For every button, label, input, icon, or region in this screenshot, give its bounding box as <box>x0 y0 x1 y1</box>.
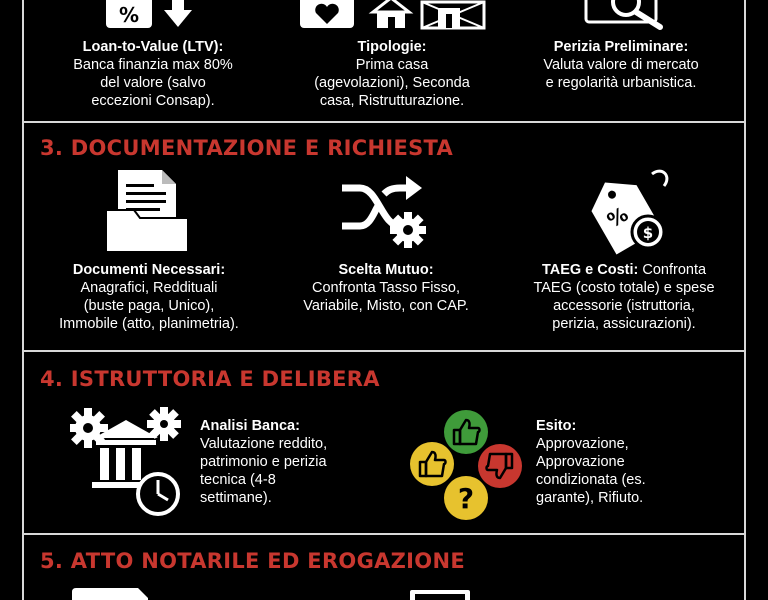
svg-text:?: ? <box>457 482 475 515</box>
documenti-title: Documenti Necessari: <box>72 262 226 278</box>
taeg-title-rest: Confronta <box>638 262 707 278</box>
svg-text:$: $ <box>642 224 654 242</box>
svg-text:%: % <box>118 3 140 27</box>
tipologie-block <box>274 38 510 110</box>
documenti-line-2: (buste paga, Unico), <box>83 298 215 314</box>
taeg-block <box>506 261 742 333</box>
taeg-line-1: TAEG (costo totale) e spese <box>533 280 715 296</box>
perizia-line-1: Valuta valore di mercato <box>543 57 699 73</box>
analisi-banca-line-1: Valutazione reddito, <box>200 436 328 452</box>
tipologie-title: Tipologie: <box>357 39 427 55</box>
perizia-block <box>510 38 732 92</box>
house-types-icon <box>298 0 488 30</box>
esito-line-2: Approvazione <box>536 454 625 470</box>
esito-title: Esito: <box>536 418 577 434</box>
section-5-title: 5. ATTO NOTARILE ED EROGAZIONE <box>40 549 465 573</box>
section-divider <box>22 121 746 123</box>
documenti-line-1: Anagrafici, Reddituali <box>80 280 218 296</box>
taeg-line-3: perizia, assicurazioni). <box>552 316 696 332</box>
magnifier-map-icon <box>584 0 674 30</box>
scelta-mutuo-title: Scelta Mutuo: <box>338 262 434 278</box>
analisi-banca-block <box>200 417 390 507</box>
folder-documents-icon <box>104 166 190 256</box>
tipologie-line-1: Prima casa <box>355 57 429 73</box>
ltv-line-1: Banca finanzia max 80% <box>73 57 233 73</box>
scelta-mutuo-block <box>272 261 500 315</box>
esito-line-3: condizionata (es. <box>536 472 646 488</box>
ltv-block <box>40 38 266 110</box>
svg-text:%: % <box>602 201 633 233</box>
documenti-line-3: Immobile (atto, planimetria). <box>59 316 239 332</box>
esito-block <box>536 417 732 507</box>
ltv-line-2: del valore (salvo <box>100 75 206 91</box>
taeg-line-2: accessorie (istruttoria, <box>553 298 695 314</box>
bank-gears-clock-icon <box>70 406 182 518</box>
scelta-mutuo-line-2: Variabile, Misto, con CAP. <box>303 298 469 314</box>
analisi-banca-line-2: patrimonio e perizia <box>200 454 327 470</box>
tipologie-line-3: casa, Ristrutturazione. <box>319 93 465 109</box>
analisi-banca-line-4: settimane). <box>200 490 272 506</box>
documenti-block <box>26 261 272 333</box>
taeg-title: TAEG e Costi: <box>541 262 639 278</box>
thumbs-outcome-icon <box>408 408 524 522</box>
ltv-line-3: eccezioni Consap). <box>91 93 215 109</box>
price-tag-percent-icon <box>582 166 674 256</box>
percent-down-arrow-icon <box>104 0 200 30</box>
section-divider <box>22 350 746 352</box>
analisi-banca-title: Analisi Banca: <box>200 418 300 434</box>
perizia-title: Perizia Preliminare: <box>553 39 689 55</box>
esito-line-1: Approvazione, <box>536 436 629 452</box>
scelta-mutuo-line-1: Confronta Tasso Fisso, <box>311 280 461 296</box>
section-4-title: 4. ISTRUTTORIA E DELIBERA <box>40 367 380 391</box>
shuffle-gear-icon <box>338 172 434 256</box>
section-3-title: 3. DOCUMENTAZIONE E RICHIESTA <box>40 136 454 160</box>
tipologie-line-2: (agevolazioni), Seconda <box>314 75 470 91</box>
perizia-line-2: e regolarità urbanistica. <box>545 75 697 91</box>
section-divider <box>22 533 746 535</box>
esito-line-4: garante), Rifiuto. <box>536 490 644 506</box>
banknote-icon <box>410 590 470 600</box>
ltv-title: Loan-to-Value (LTV): <box>82 39 224 55</box>
analisi-banca-line-3: tecnica (4-8 <box>200 472 276 488</box>
document-icon <box>72 588 148 600</box>
